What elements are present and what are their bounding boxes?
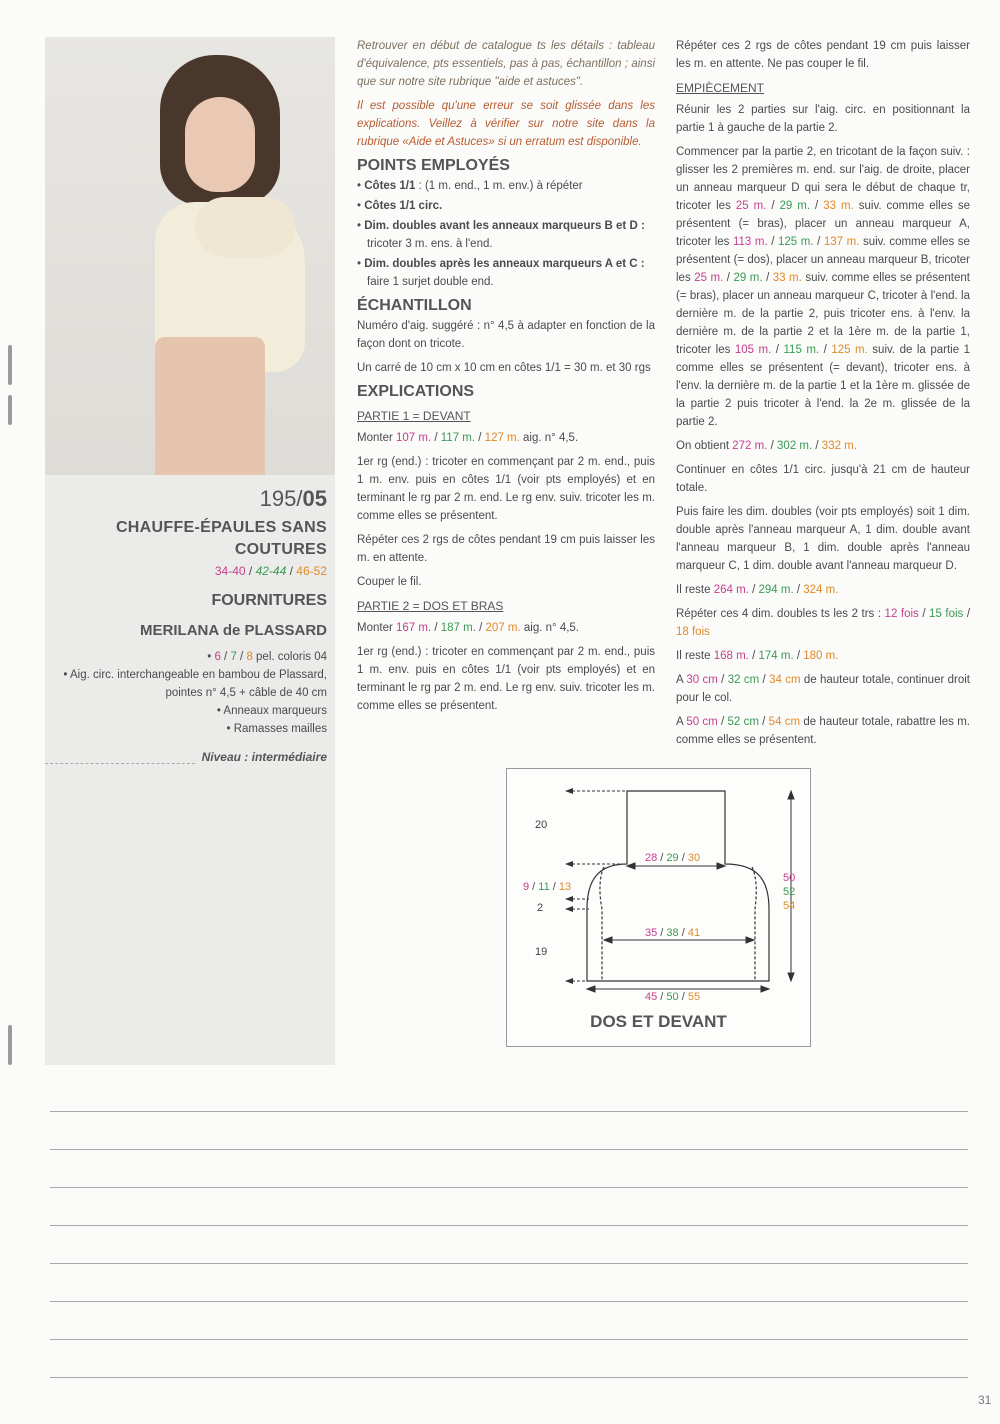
point-item: • Côtes 1/1 : (1 m. end., 1 m. env.) à répéter bbox=[357, 180, 583, 192]
niveau-label: Niveau : intermédiaire bbox=[201, 750, 327, 764]
point-item: • Côtes 1/1 circ. bbox=[357, 200, 443, 212]
partie2-text: 1er rg (end.) : tricoter en commençant par 2 m. end., puis 1 m. env. puis en côtes 1/1 (voir pts employés) et en terminant le rg par 2 m. end. Le rg env. suiv. tricoter les m. comme elles se présentent. bbox=[357, 646, 655, 712]
notes-line bbox=[50, 1377, 968, 1378]
supply-item: • Ramasses mailles bbox=[226, 723, 327, 735]
notes-line bbox=[50, 1301, 968, 1302]
schematic-drawing bbox=[507, 769, 810, 1046]
instructions-column-1 bbox=[357, 37, 655, 721]
partie2-cast-on: Monter 167 m. / 187 m. / 207 m. aig. n° 4,5. bbox=[357, 622, 580, 634]
supplies-list bbox=[45, 648, 327, 738]
partie1-cast-on: Monter 107 m. / 117 m. / 127 m. aig. n° 4,5. bbox=[357, 432, 579, 444]
page-number: 31 bbox=[978, 1393, 992, 1407]
empiecement-repeat: Répéter ces 4 dim. doubles ts les 2 trs : 12 fois / 15 fois / 18 fois bbox=[676, 608, 971, 638]
point-item: • Dim. doubles avant les anneaux marqueurs B et D : tricoter 3 m. ens. à l'end. bbox=[357, 220, 645, 250]
neck-width-label: 28 / 29 / 30 bbox=[645, 852, 701, 864]
mid-width-label: 35 / 38 / 41 bbox=[645, 927, 701, 939]
supply-item: • Anneaux marqueurs bbox=[216, 705, 327, 717]
empiecement-total: On obtient 272 m. / 302 m. / 332 m. bbox=[676, 440, 857, 452]
notes-line bbox=[50, 1339, 968, 1340]
photo-collar bbox=[195, 197, 295, 257]
empiecement-text: Continuer en côtes 1/1 circ. jusqu'à 21 cm de hauteur totale. bbox=[676, 464, 970, 494]
sizes: 34-40 / 42-44 / 46-52 bbox=[214, 564, 327, 578]
notes-line bbox=[50, 1149, 968, 1150]
notes-line bbox=[50, 1263, 968, 1264]
empiecement-heading: EMPIÈCEMENT bbox=[676, 81, 765, 95]
pattern-number: 195/05 bbox=[259, 486, 327, 511]
instructions-column-2 bbox=[676, 37, 970, 755]
fournitures-heading: FOURNITURES bbox=[211, 592, 327, 609]
echantillon-text: Numéro d'aig. suggéré : n° 4,5 à adapter en fonction de la façon dont on tricote. bbox=[357, 320, 655, 350]
binding-staples bbox=[8, 345, 16, 1085]
points-heading: POINTS EMPLOYÉS bbox=[357, 157, 510, 174]
pattern-schematic bbox=[506, 768, 811, 1047]
partie1-heading: PARTIE 1 = DEVANT bbox=[357, 409, 471, 423]
partie2-text: Répéter ces 2 rgs de côtes pendant 19 cm puis laisser les m. en attente. Ne pas couper le fil. bbox=[676, 40, 970, 70]
empiecement-height: A 30 cm / 32 cm / 34 cm de hauteur totale, continuer droit pour le col. bbox=[676, 674, 971, 704]
schematic-title: DOS ET DEVANT bbox=[590, 1012, 727, 1031]
empiecement-rest: Il reste 168 m. / 174 m. / 180 m. bbox=[676, 650, 839, 662]
partie1-text: Couper le fil. bbox=[357, 576, 422, 588]
points-list bbox=[357, 177, 655, 291]
bottom-width-label: 45 / 50 / 55 bbox=[645, 991, 701, 1003]
point-item: • Dim. doubles après les anneaux marqueurs A et C : faire 1 surjet double end. bbox=[357, 258, 645, 288]
wool-qty: • 6 / 7 / 8 pel. coloris 04 bbox=[207, 651, 327, 663]
empiecement-text: Puis faire les dim. doubles (voir pts employés) soit 1 dim. double après l'anneau marqueur A, 1 dim. double avant l'anneau marqueur B, 1 dim. double après l'anneau marqueur C, 1 dim. double avant l'anneau marqueur D. bbox=[676, 506, 970, 572]
photo-torso bbox=[155, 337, 265, 475]
empiecement-text: Commencer par la partie 2, en tricotant de la façon suiv. : glisser les 2 premières m. end. sur l'aig. de droite, placer un anneau marqueur D qui sera le début de chaque tr, tricoter les 25 m. / 29 m. / 33 m. suiv. comme elles se présentent (= bras), placer un anneau marqueur A, tricoter les 113 m. / 125 m. / 137 m. suiv. comme elles se présentent (= dos), placer un anneau marqueur B, tricoter les 25 m. / 29 m. / 33 m. suiv. comme elles se présentent (= bras), placer un anneau marqueur C, tricoter à l'end. la dernière m. de la partie 2, puis tricoter ens. à l'env. la dernière m. de la partie 2 et la 1ère m. de la partie 1, tricoter les 105 m. / 115 m. / 125 m. suiv. de la partie 1 comme elles se présentent (= devant), tricoter ens. à l'env. la dernière m. de la partie 1 et la 1ère m. glissée de la partie 2 puis tricoter à l'end. la 2e m. glissée de la partie 2. bbox=[676, 146, 970, 428]
height-2-label: 2 bbox=[537, 902, 544, 914]
empiecement-text: Réunir les 2 parties sur l'aig. circ. en positionnant la partie 1 à gauche de la partie 2. bbox=[676, 104, 970, 134]
total-height-label: 50 52 54 bbox=[783, 872, 796, 912]
echantillon-text: Un carré de 10 cm x 10 cm en côtes 1/1 = 30 m. et 30 rgs bbox=[357, 362, 651, 374]
height-20-label: 20 bbox=[535, 819, 548, 831]
supply-item: pointes n° 4,5 + câble de 40 cm bbox=[165, 687, 327, 699]
notes-line bbox=[50, 1187, 968, 1188]
empiecement-rest: Il reste 264 m. / 294 m. / 324 m. bbox=[676, 584, 839, 596]
pattern-title: CHAUFFE-ÉPAULES SANS COUTURES bbox=[115, 519, 327, 558]
echantillon-heading: ÉCHANTILLON bbox=[357, 297, 472, 314]
empiecement-height: A 50 cm / 52 cm / 54 cm de hauteur totale, rabattre les m. comme elles se présentent. bbox=[676, 716, 970, 746]
notes-line bbox=[50, 1111, 968, 1112]
intro-note: Retrouver en début de catalogue ts les détails : tableau d'équivalence, pts essentiels, pas à pas, échantillon ; ainsi que sur notre site rubrique "aide et astuces". bbox=[357, 40, 655, 88]
photo-face bbox=[185, 97, 255, 192]
supply-item: • Aig. circ. interchangeable en bambou de Plassard, bbox=[63, 669, 327, 681]
explications-heading: EXPLICATIONS bbox=[357, 383, 475, 400]
partie1-text: Répéter ces 2 rgs de côtes pendant 19 cm puis laisser les m. en attente. bbox=[357, 534, 655, 564]
side-height-label: 9 / 11 / 13 bbox=[523, 881, 572, 893]
partie2-heading: PARTIE 2 = DOS ET BRAS bbox=[357, 599, 504, 613]
notes-line bbox=[50, 1225, 968, 1226]
yarn-brand: MERILANA de PLASSARD bbox=[140, 622, 327, 639]
model-photo bbox=[45, 37, 335, 475]
partie1-text: 1er rg (end.) : tricoter en commençant par 2 m. end., puis 1 m. env. puis en côtes 1/1 (voir pts employés) et en terminant le rg par 2 m. end. Le rg env. suiv. tricoter les m. comme elles se présentent. bbox=[357, 456, 655, 522]
height-19-label: 19 bbox=[535, 946, 548, 958]
erratum-note: Il est possible qu'une erreur se soit glissée dans les explications. Veillez à vérifier sur notre site dans la rubrique «Aide et Astuces» si un erratum est disponible. bbox=[357, 100, 655, 148]
